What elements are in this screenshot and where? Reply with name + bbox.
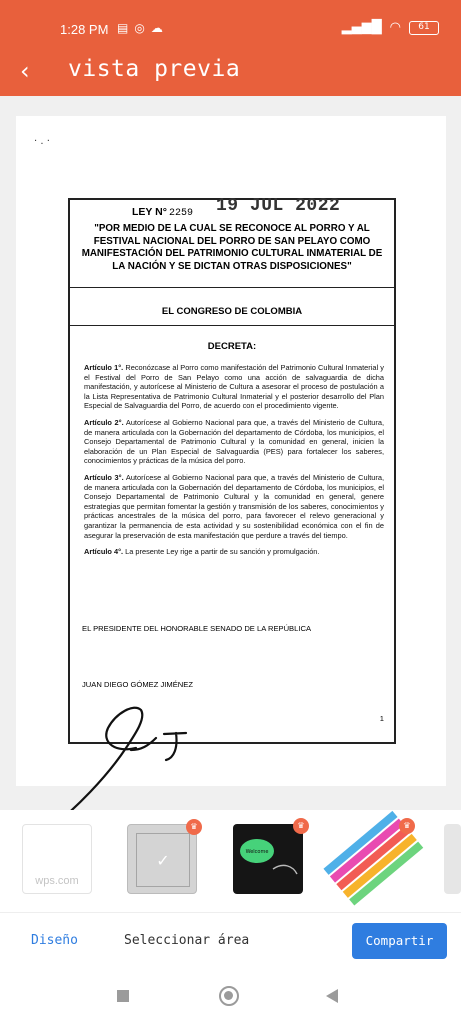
chevron-left-icon[interactable]: ‹ xyxy=(20,57,30,85)
dark-template-art xyxy=(233,824,303,894)
svg-text:Welcome: Welcome xyxy=(245,849,269,855)
document-frame xyxy=(68,198,396,744)
presidente-label: EL PRESIDENTE DEL HONORABLE SENADO DE LA REPÚBLICA xyxy=(82,624,312,633)
page-number: 1 xyxy=(379,714,384,723)
system-nav-bar xyxy=(0,968,461,1024)
decreta-heading: DECRETA: xyxy=(207,341,257,352)
notification-icons xyxy=(117,21,163,35)
scan-specks: · . · xyxy=(34,136,50,147)
crown-icon: ♛ xyxy=(399,818,415,834)
check-icon: ✓ xyxy=(136,833,190,887)
document-title: "POR MEDIO DE LA CUAL SE RECONOCE AL PORRO Y AL FESTIVAL NACIONAL DEL PORRO DE SAN PELAYO COMO MANIFESTACIÓN DEL PATRIMONIO CULTURAL INMATERIAL DE LA NACIÓN Y SE DICTAN OTRAS DISPOSICIONES" xyxy=(81,223,383,272)
share-button[interactable]: Compartir xyxy=(352,923,447,959)
recents-icon[interactable] xyxy=(117,990,129,1002)
status-bar xyxy=(0,0,461,50)
cloud-icon: ☁ xyxy=(150,21,163,35)
select-area-button[interactable]: Seleccionar área xyxy=(124,933,250,948)
home-icon[interactable] xyxy=(219,986,239,1006)
crown-icon: ♛ xyxy=(293,818,309,834)
app-header xyxy=(0,50,461,96)
divider xyxy=(70,325,394,326)
template-plain[interactable] xyxy=(127,824,197,894)
document-header xyxy=(70,196,394,288)
crown-icon: ♛ xyxy=(186,819,202,835)
congreso-heading: EL CONGRESO DE COLOMBIA xyxy=(161,306,303,317)
status-time: 1:28 PM xyxy=(60,22,109,37)
template-partial[interactable] xyxy=(444,824,461,894)
article-4: Artículo 4°. La presente Ley rige a partir de su sanción y promulgación. xyxy=(84,547,320,557)
instagram-icon: ◎ xyxy=(134,21,145,35)
diseno-button[interactable]: Diseño xyxy=(31,933,78,948)
signal-icon: ▂▄▆█ xyxy=(341,20,382,35)
article-2: Artículo 2°. Autorícese al Gobierno Nacional para que, a través del Ministerio de Cultura, de manera articulada con la Gobernación del departamento de Córdoba, los municipios, el Consejo Departamental de Patrimonio Cultural y la comunidad en general, inicien la elaboración de un Plan Especial de Salvaguardia (PES) para fortalecer los saberes, conocimientos y prácticas de la música del porro. xyxy=(84,417,384,466)
template-watermark[interactable] xyxy=(22,824,92,894)
ley-number: 2259 xyxy=(168,208,193,219)
message-icon: ▤ xyxy=(117,21,129,35)
system-icons xyxy=(342,20,439,35)
article-3: Artículo 3°. Autorícese al Gobierno Nacional para que, a través del Ministerio de Cultura, de manera articulada con la Gobernación del departamento de Córdoba, los municipios, el Consejo Departamental de Patrimonio Cultural y la comunidad en general, genere estrategias que permitan fomentar la gestión y transmisión de los saberes, conocimientos y prácticas ancestrales de la música del porro, para favorecer el relevo generacional y garantizar la permanencia de esta actividad y su sostenibilidad económica con el fin de asegurar la preservación de esta manifestación que perdure a través del tiempo. xyxy=(84,472,384,540)
document-preview[interactable] xyxy=(0,96,461,810)
battery-icon: 61 xyxy=(409,21,439,35)
document-page xyxy=(16,116,446,786)
colorful-template-art xyxy=(339,824,409,894)
article-1: Artículo 1°. Reconózcase al Porro como manifestación del Patrimonio Cultural Inmaterial y el Festival del Porro de San Pelayo como una acción de salvaguardia de dicha manifestación, y autorícese al Ministerio de Cultura a asesorar el proceso de postulación a la Lista Representativa de Patrimonio Cultural Inmaterial y el posterior desarrollo del Plan Especial de Salvaguardia del Porro, de acuerdo con el procedimiento vigente. xyxy=(84,363,384,411)
wifi-icon: ◠ xyxy=(389,20,401,35)
action-bar xyxy=(0,912,461,968)
watermark-label: wps.com xyxy=(35,875,79,887)
template-colorful[interactable] xyxy=(339,821,411,894)
signer-name: JUAN DIEGO GÓMEZ JIMÉNEZ xyxy=(82,680,193,689)
ley-label: LEY N° 2259 xyxy=(132,206,193,219)
template-strip xyxy=(0,810,461,910)
page-title: vista previa xyxy=(68,56,241,82)
date-stamp: 19 JUL 2022 xyxy=(216,196,341,216)
articles-list xyxy=(84,363,384,564)
back-triangle-icon[interactable] xyxy=(326,989,338,1003)
template-dark[interactable] xyxy=(233,821,305,894)
